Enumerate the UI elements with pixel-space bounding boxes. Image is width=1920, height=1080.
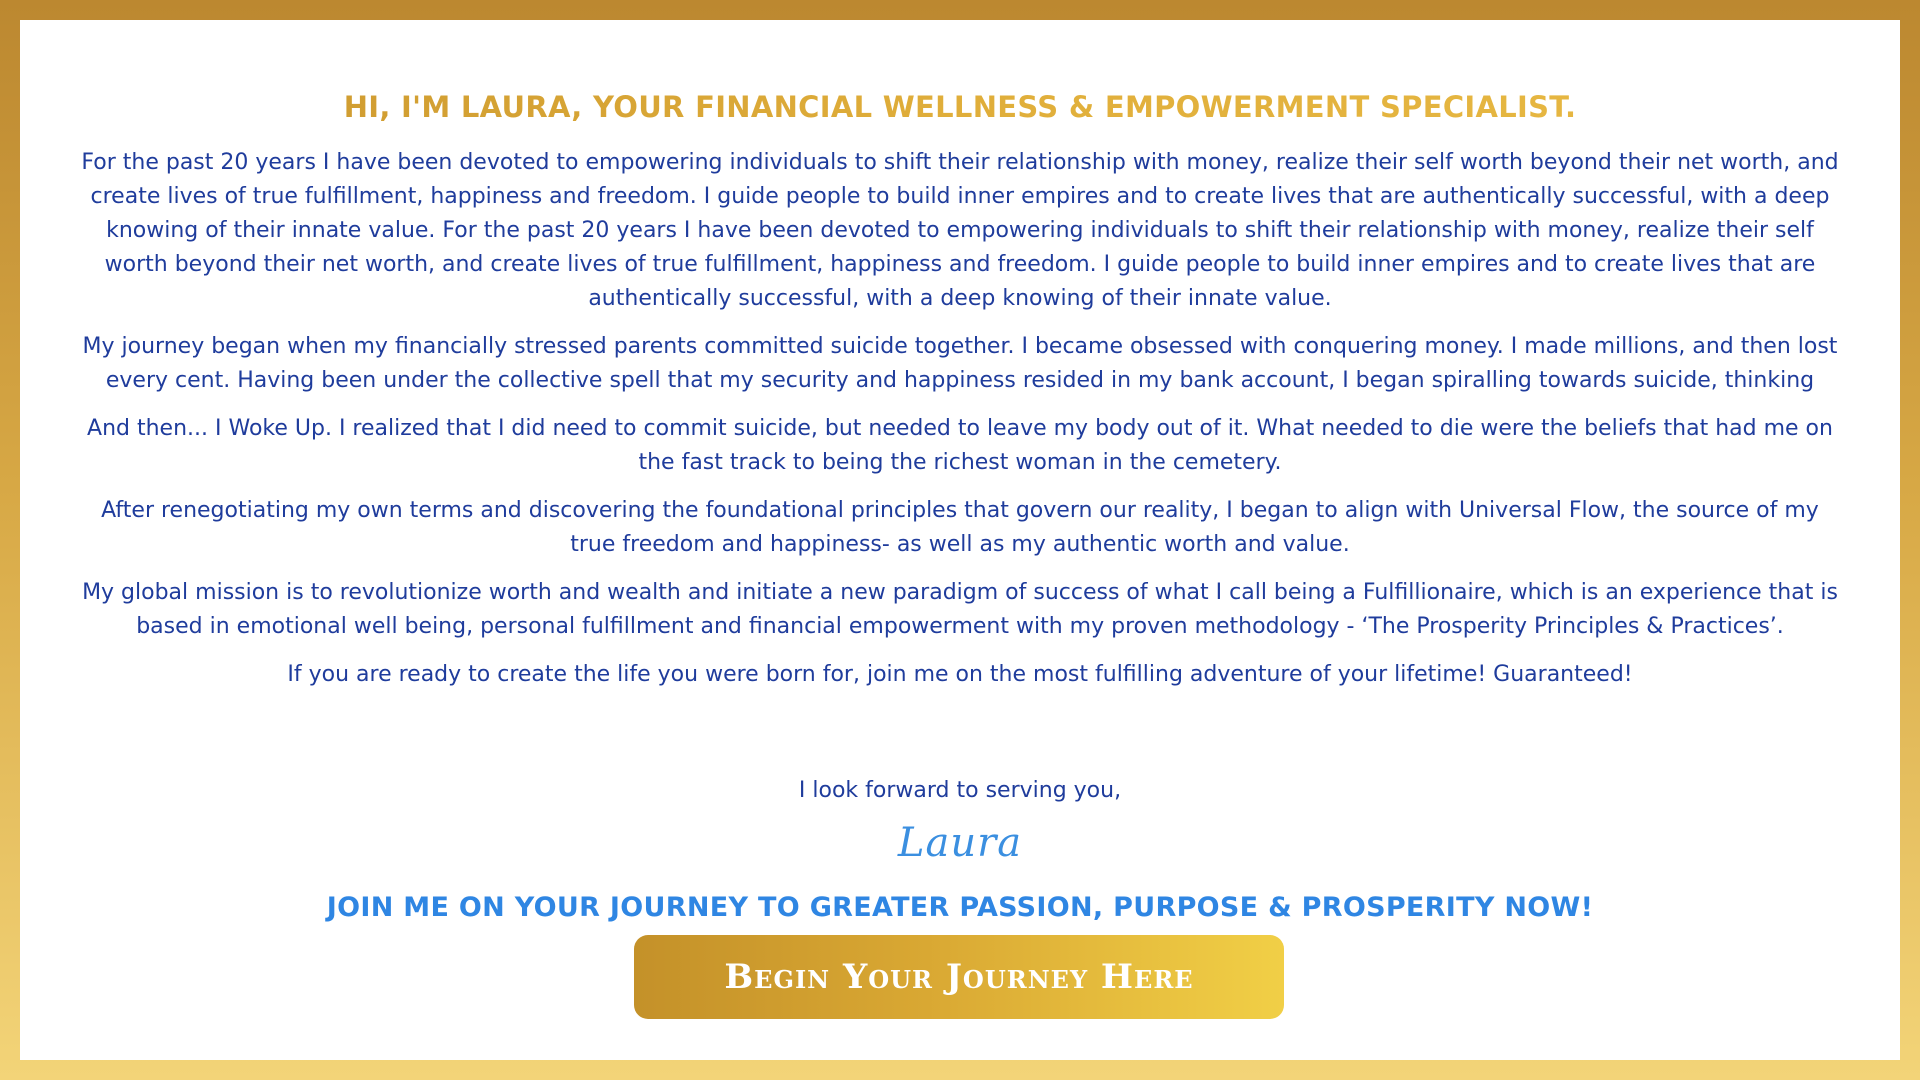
signature: Laura bbox=[897, 820, 1023, 866]
content-panel bbox=[20, 20, 1900, 1060]
bio-paragraph: After renegotiating my own terms and discovering the foundational principles that govern our reality, I began to align with Universal Flow, the source of my true freedom and happiness- as well as my authentic worth and value. bbox=[101, 498, 1819, 557]
bio-paragraph: My journey began when my financially stressed parents committed suicide together. I became obsessed with conquering money. I made millions, and then lost every cent. Having been under the collective spell that my security and happiness resided in my bank account, I began spiralling towards suicide, thinking bbox=[82, 334, 1838, 393]
bio-text bbox=[80, 146, 1840, 706]
page-title: HI, I'M LAURA, YOUR FINANCIAL WELLNESS & EMPOWERMENT SPECIALIST. bbox=[20, 90, 1900, 124]
bio-paragraph: My global mission is to revolutionize worth and wealth and initiate a new paradigm of success of what I call being a Fulfillionaire, which is an experience that is based in emotional well being, personal fulfillment and financial empowerment with my proven methodology - ‘The Prosperity Principles & Practices’. bbox=[82, 580, 1838, 639]
sign-off-text: I look forward to serving you, bbox=[798, 778, 1122, 803]
bio-paragraph: If you are ready to create the life you were born for, join me on the most fulfilling adventure of your lifetime! Guaranteed! bbox=[287, 662, 1633, 687]
cta-heading: JOIN ME ON YOUR JOURNEY TO GREATER PASSION, PURPOSE & PROSPERITY NOW! bbox=[326, 892, 1594, 923]
bio-paragraph: For the past 20 years I have been devoted to empowering individuals to shift their relationship with money, realize their self worth beyond their net worth, and create lives of true fulfillment, happiness and freedom. I guide people to build inner empires and to create lives that are authentically successful, with a deep knowing of their innate value. For the past 20 years I have been devoted to empowering individuals to shift their relationship with money, realize their self worth beyond their net worth, and create lives of true fulfillment, happiness and freedom. I guide people to build inner empires and to create lives that are authentically successful, with a deep knowing of their innate value. bbox=[81, 150, 1839, 311]
bio-paragraph: And then... I Woke Up. I realized that I did need to commit suicide, but needed to leave my body out of it. What needed to die were the beliefs that had me on the fast track to being the richest woman in the cemetery. bbox=[87, 416, 1833, 475]
begin-journey-button[interactable]: Begin Your Journey Here bbox=[634, 935, 1284, 1019]
